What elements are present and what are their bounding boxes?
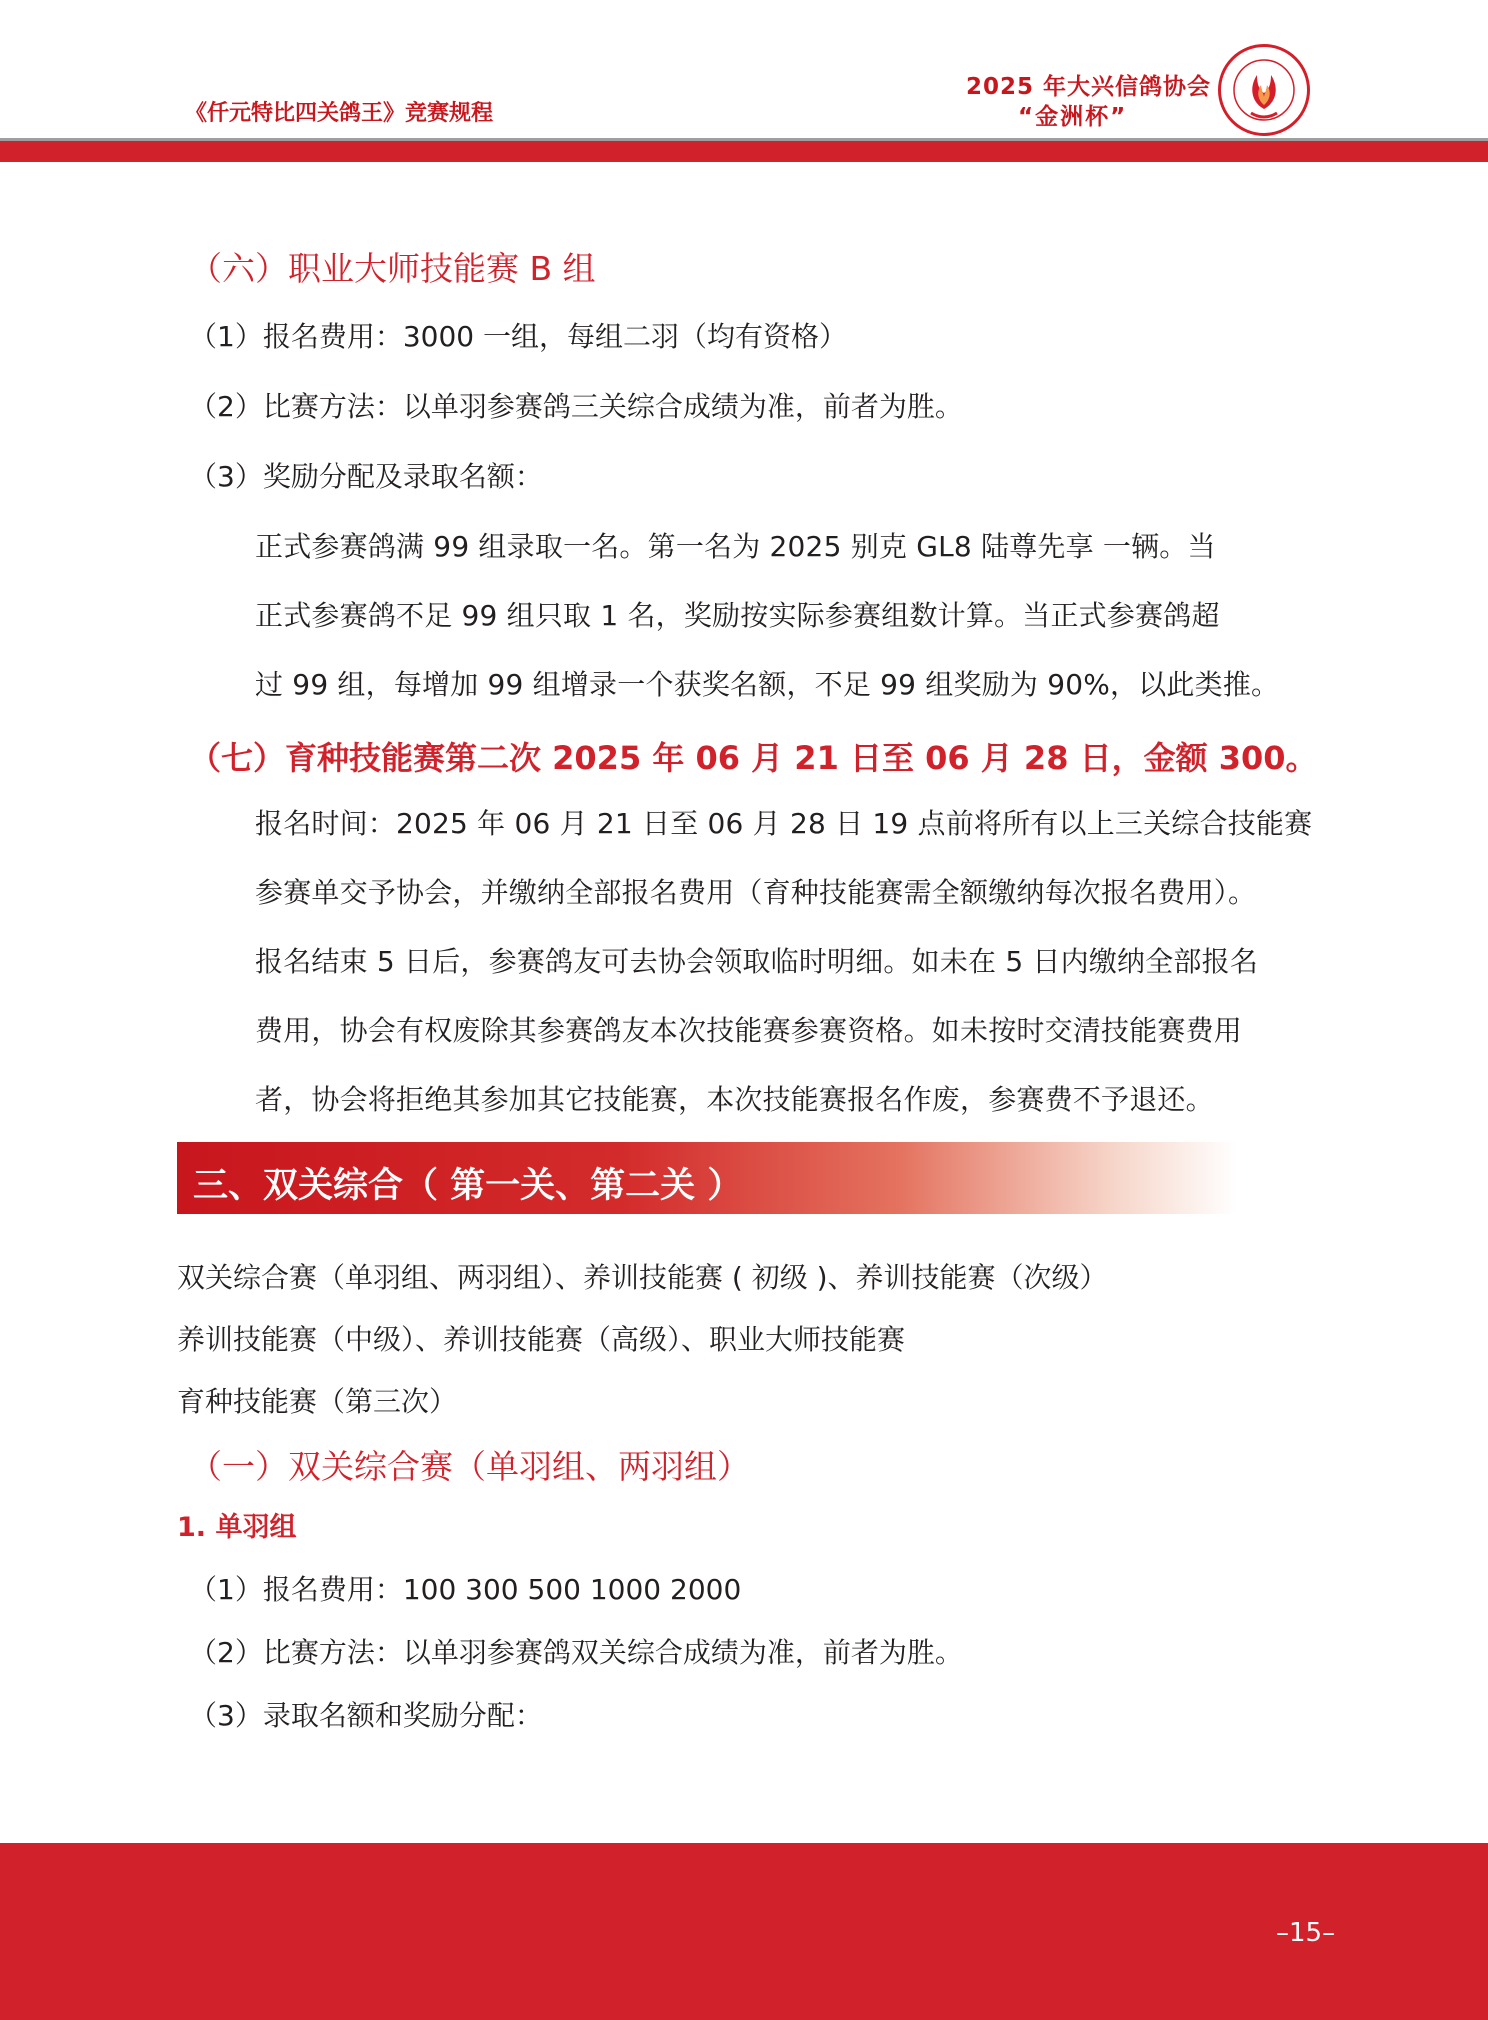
- category-list-line: 育种技能赛（第三次）: [177, 1385, 458, 1418]
- section7-para-line: 报名时间：2025 年 06 月 21 日至 06 月 28 日 19 点前将所有以上三关综合技能赛: [255, 807, 1313, 840]
- association-logo-icon: [1218, 44, 1310, 136]
- section7-title: （七）育种技能赛第二次 2025 年 06 月 21 日至 06 月 28 日，金额 300。: [189, 739, 1318, 777]
- section6-para-line: 过 99 组，每增加 99 组增录一个获奖名额，不足 99 组奖励为 90%，以此类推。: [255, 668, 1280, 701]
- section-a-title: （一）双关综合赛（单羽组、两羽组）: [189, 1447, 750, 1486]
- cup-name: “金洲杯”: [1018, 104, 1128, 130]
- section7-para-line: 报名结束 5 日后，参赛鸽友可去协会领取临时明细。如未在 5 日内缴纳全部报名: [255, 945, 1259, 978]
- section6-title: （六）职业大师技能赛 B 组: [189, 249, 596, 288]
- page-number: –15–: [1276, 1918, 1336, 1948]
- category-list-line: 养训技能赛（中级）、养训技能赛（高级）、职业大师技能赛: [177, 1323, 906, 1356]
- section7-para-line: 参赛单交予协会，并缴纳全部报名费用（育种技能赛需全额缴纳每次报名费用）。: [255, 876, 1257, 909]
- section6-item1: （1）报名费用：3000 一组，每组二羽（均有资格）: [189, 320, 847, 353]
- section-a-item3: （3）录取名额和奖励分配：: [189, 1699, 543, 1732]
- category-list-line: 双关综合赛（单羽组、两羽组）、养训技能赛 ( 初级 )、养训技能赛（次级）: [177, 1261, 1108, 1294]
- chapter-title: 三、双关综合（ 第一关、第二关 ）: [193, 1166, 743, 1206]
- section-a-item1: （1）报名费用：100 300 500 1000 2000: [189, 1573, 742, 1606]
- section6-para-line: 正式参赛鸽不足 99 组只取 1 名，奖励按实际参赛组数计算。当正式参赛鸽超: [255, 599, 1220, 632]
- section-a-subhead: 1. 单羽组: [177, 1512, 297, 1543]
- section6-item3: （3）奖励分配及录取名额：: [189, 460, 543, 493]
- section7-para-line: 费用，协会有权废除其参赛鸽友本次技能赛参赛资格。如未按时交清技能赛费用: [255, 1014, 1243, 1047]
- section6-para-line: 正式参赛鸽满 99 组录取一名。第一名为 2025 别克 GL8 陆尊先享 一辆。当: [255, 530, 1216, 563]
- section7-para-line: 者，协会将拒绝其参加其它技能赛，本次技能赛报名作废，参赛费不予退还。: [255, 1083, 1214, 1116]
- section-a-item2: （2）比赛方法：以单羽参赛鸽双关综合成绩为准，前者为胜。: [189, 1636, 963, 1669]
- association-name: 2025 年大兴信鸽协会: [966, 74, 1212, 100]
- section6-item2: （2）比赛方法：以单羽参赛鸽三关综合成绩为准，前者为胜。: [189, 390, 963, 423]
- document-title: 《仟元特比四关鸽王》竞赛规程: [185, 101, 494, 126]
- header-rule: [0, 141, 1488, 162]
- footer-band: [0, 1843, 1488, 2020]
